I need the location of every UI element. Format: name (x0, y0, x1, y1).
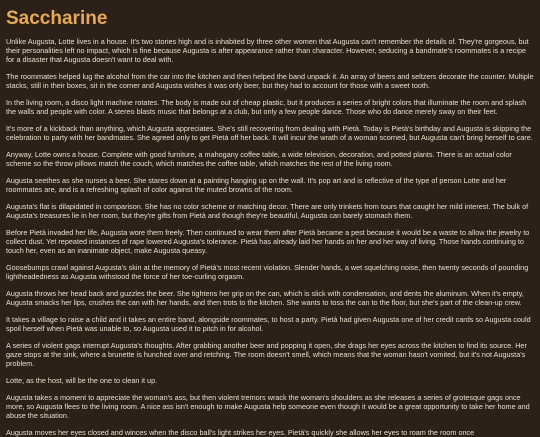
page-title: Saccharine (6, 8, 108, 29)
paragraph: Augusta moves her eyes closed and winces when the disco ball's light strikes her eyes. Pietà's quickly she allows her eyes to roam the room once (6, 428, 475, 437)
paragraph: Augusta's flat is dilapidated in comparison. She has no color scheme or matching decor. There are only trinkets from tours that caught her mild interest. The bulk of Augusta's treasures lie in her room, but they're gifts from Pietà and though they're beautiful, Augusta can barely stomach them. (6, 202, 529, 220)
paragraph: Augusta throws her head back and guzzles the beer. She tightens her grip on the can, which is slick with condensation, and dents the aluminum. When it's empty, Augusta smacks her lips, crushes the can with her hands, and then trots to the kitchen. She wants to toss the can to the floor, but she's part of the clean-up crew. (6, 289, 524, 307)
paragraph: The roommates helped lug the alcohol from the car into the kitchen and then helped the band unpack it. An array of beers and seltzers decorate the counter. Multiple stacks, still in their boxes, sit in the corner and Augusta wishes it was only beer, but they had to account for those with a sweet tooth. (6, 72, 534, 90)
paragraph: Augusta seethes as she nurses a beer. She stares down at a painting hanging up on the wall. It's pop art and is reflective of the type of person Lotte and her roommates are, and is a refreshing splash of color against the muted browns of the room. (6, 176, 507, 194)
paragraph: Unlike Augusta, Lotte lives in a house. It's two stories high and is inhabited by three other women that Augusta can't remember the details of. They're gorgeous, but their personalities left no impact, which is fine because Augusta is after appearance rather than character. However, seducing a bandmate's roommates is a recipe for a disaster that Augusta doesn't want to deal with. (6, 37, 529, 64)
paragraph: A series of violent gags interrupt Augusta's thoughts. After grabbing another beer and popping it open, she drags her eyes across the kitchen to find its source. Her gaze stops at the sink, where a brunette is hunched over and retching. The room doesn't smell, which means that the woman hasn't vomited, but it's not Augusta's problem. (6, 341, 527, 368)
paragraph: It takes a village to raise a child and it takes an entire band, alongside roommates, to host a party. Pietà had given Augusta one of her credit cards so Augusta could spoil herself when Pietà was unable to, so Augusta used it to pitch in for alcohol. (6, 315, 531, 333)
paragraph: Goosebumps crawl against Augusta's skin at the memory of Pietà's most recent violation. Slender hands, a wet squelching noise, then twenty seconds of pounding lightheadedness as Augusta withstood the force of her toe-curling orgasm. (6, 263, 529, 281)
story-body (6, 37, 534, 437)
paragraph: In the living room, a disco light machine rotates. The body is made out of cheap plastic, but it produces a series of bright colors that illuminate the room and splash the walls and people with color. A stereo blasts music that belongs at a club, but only a few people dance. Those who do dance merely sway on their feet. (6, 98, 527, 116)
paragraph: Augusta takes a moment to appreciate the woman's ass, but then violent tremors wrack the woman's shoulders as she releases a series of grotesque gags once more, so Augusta flees to the living room. A nice ass isn't enough to make Augusta help someone even though it would be a great opportunity to take her home and abuse the situation. (6, 393, 530, 420)
paragraph: It's more of a kickback than anything, which Augusta appreciates. She's still recovering from dealing with Pietà. Today is Pietà's birthday and Augusta is skipping the celebration to party with her bandmates. She agreed only to get Pietà off her back. It will incur the wrath of a woman scorned, but Augusta can't bring herself to care. (6, 124, 533, 142)
paragraph: Anyway, Lotte owns a house. Complete with good furniture, a mahogany coffee table, a wide television, decoration, and potted plants. There is an actual color scheme so the throw pillows match the couch, which matches the coffee table, which matches the rest of the living room. (6, 150, 512, 168)
paragraph: Lotte, as the host, will be the one to clean it up. (6, 376, 158, 385)
paragraph: Before Pietà invaded her life, Augusta wore them freely. Then continued to wear them after Pietà became a pest because it would be a waste to allow the jewelry to collect dust. Yet repeated instances of rape lowered Augusta's tolerance. Pietà has already laid her hands on her and her way of living. Those hands continuing to touch her, even as an inanimate object, make Augusta queasy. (6, 228, 530, 255)
